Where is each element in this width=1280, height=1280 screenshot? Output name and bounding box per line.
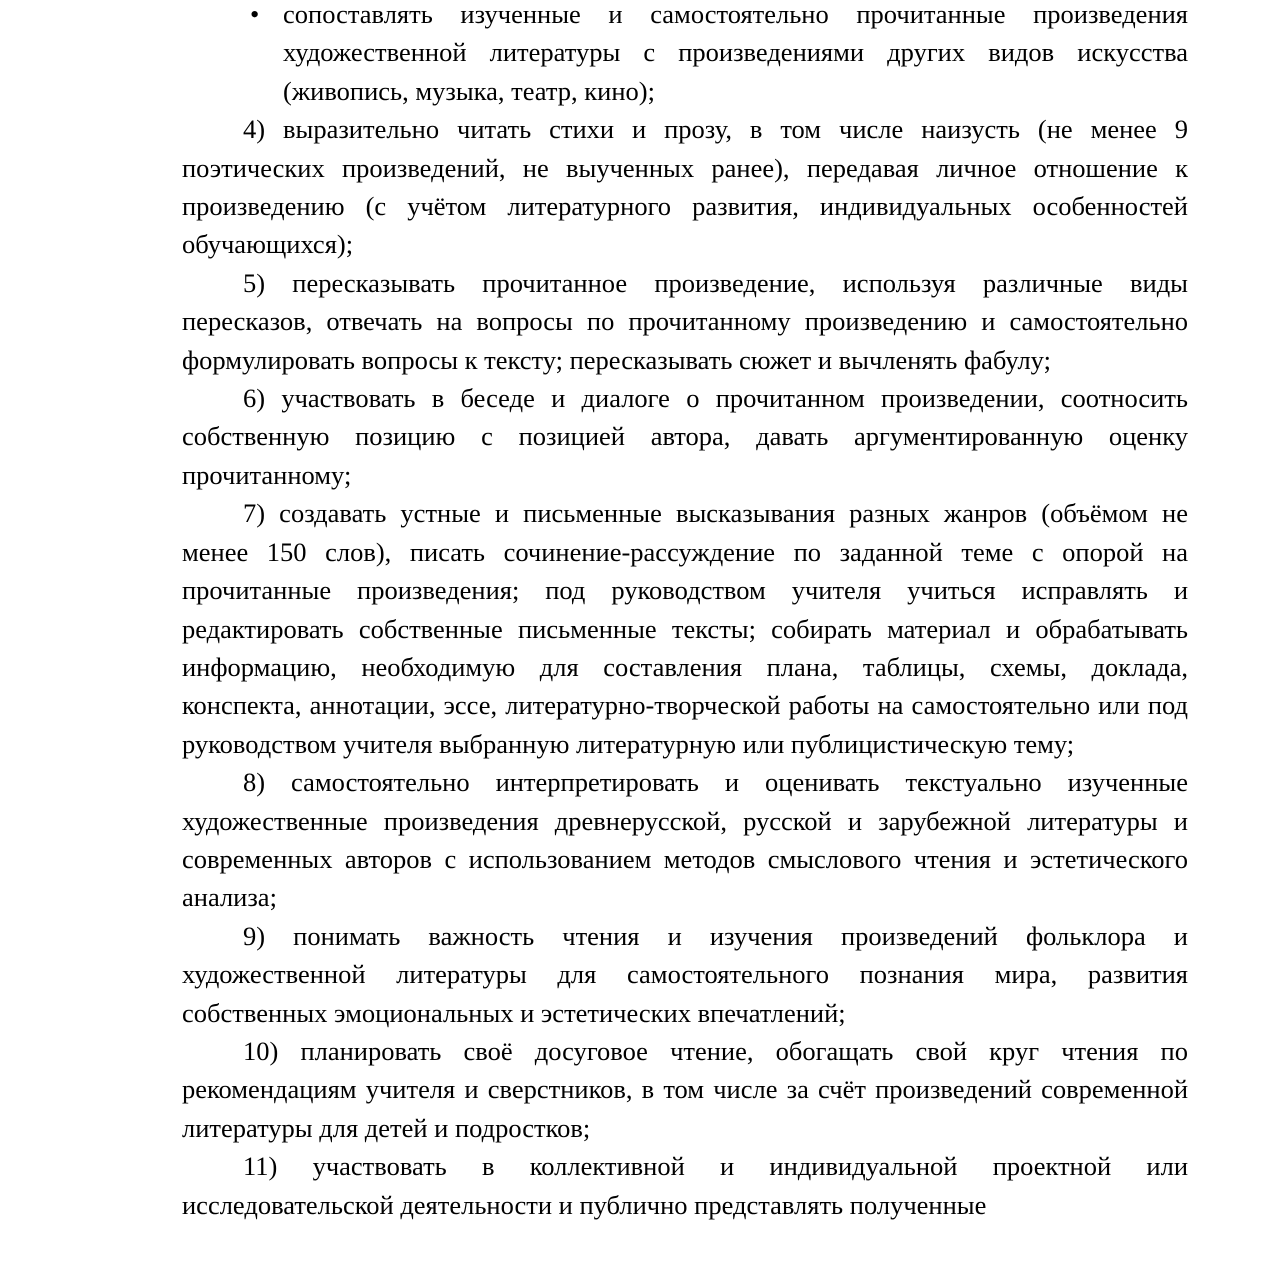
bullet-point-icon: • [250,0,260,29]
numbered-paragraph-10: 10) планировать своё досуговое чтение, обогащать свой круг чтения по рекомендациям учителя и сверстников, в том числе за счёт произведений современной литературы для детей и подростков; [182,1035,1188,1143]
numbered-paragraph-8: 8) самостоятельно интерпретировать и оценивать текстуально изученные художественные произведения древнерусской, русской и зарубежной литературы и современных авторов с использованием методов смыслового чтения и эстетического анализа; [182,767,1188,913]
document-body [182,0,1188,1223]
numbered-paragraph-7: 7) создавать устные и письменные высказывания разных жанров (объёмом не менее 150 слов), писать сочинение-рассуждение по заданной теме с опорой на прочитанные произведения; под руководством учителя учиться исправлять и редактировать собственные письменные тексты; собирать материал и обрабатывать информацию, необходимую для составления плана, таблицы, схемы, доклада, конспекта, аннотации, эссе, литературно-творческой работы на самостоятельно или под руководством учителя выбранную литературную или публицистическую тему; [182,498,1188,759]
numbered-paragraph-9: 9) понимать важность чтения и изучения произведений фольклора и художественной литературы для самостоятельного познания мира, развития собственных эмоциональных и эстетических впечатлений; [182,920,1188,1028]
list-item-text: сопоставлять изученные и самостоятельно прочитанные произведения художественной литературы с произведениями других видов искусства (живопись, музыка, театр, кино); [283,0,1188,106]
numbered-paragraph-6: 6) участвовать в беседе и диалоге о прочитанном произведении, соотносить собственную позицию с позицией автора, давать аргументированную оценку прочитанному; [182,383,1188,490]
numbered-paragraph-4: 4) выразительно читать стихи и прозу, в том числе наизусть (не менее 9 поэтических произведений, не выученных ранее), передавая личное отношение к произведению (с учётом литературного развития, индивидуальных особенностей обучающихся); [182,114,1188,260]
bullet-list [182,0,1188,110]
numbered-paragraph-5: 5) пересказывать прочитанное произведение, используя различные виды пересказов, отвечать на вопросы по прочитанному произведению и самостоятельно формулировать вопросы к тексту; пересказывать сюжет и вычленять фабулу; [182,267,1188,375]
list-item [182,0,1188,110]
numbered-paragraph-11: 11) участвовать в коллективной и индивидуальной проектной или исследовательской деятельности и публично представлять полученные [182,1151,1188,1220]
